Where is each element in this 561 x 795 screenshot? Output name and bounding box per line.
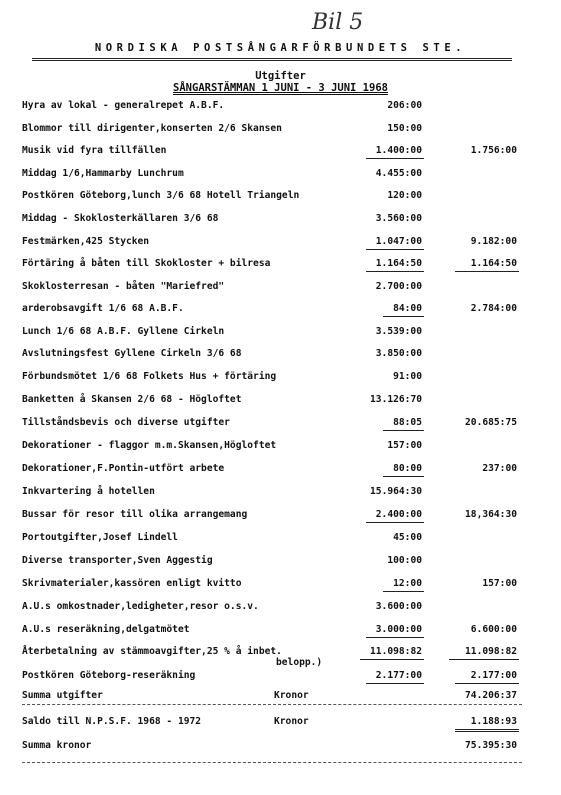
expense-subtotal: 1.164:50 [470,258,517,269]
expense-subtotal: 157:00 [482,578,517,589]
expense-description: Skoklosterresan - båten "Mariefred" [22,281,225,292]
expense-amount: 1.047:00 [375,236,422,247]
expense-amount: 3.850:00 [375,348,422,359]
expense-amount: 1.164:50 [375,258,422,269]
summary-row [0,716,561,734]
expense-row [0,394,561,412]
expense-description: Portoutgifter,Josef Lindell [22,532,178,543]
expense-amount: 150:00 [387,123,422,134]
expense-amount: 80:00 [393,463,422,474]
expense-description: Middag 1/6,Hammarby Lunchrum [22,168,184,179]
expense-row [0,601,561,619]
expense-subtotal: 18,364:30 [465,509,517,520]
expense-description: Förbundsmötet 1/6 68 Folkets Hus + förtäring [22,371,277,382]
expense-description: arderobsavgift 1/6 68 A.B.F. [22,303,184,314]
summary-amount: 74.206:37 [465,690,517,701]
expense-amount: 206:00 [387,100,422,111]
expense-row [0,509,561,527]
expense-row [0,463,561,481]
expense-row [0,646,561,668]
expense-row [0,303,561,321]
expense-amount: 4.455:00 [375,168,422,179]
expense-amount: 12:00 [393,578,422,589]
currency-label: Kronor [274,716,309,727]
summary-amount: 75.395:30 [465,740,517,751]
expense-row [0,100,561,118]
expense-description: Festmärken,425 Stycken [22,236,150,247]
expense-row [0,258,561,276]
expense-description: Hyra av lokal - generalrepet A.B.F. [22,100,225,111]
expense-subtotal: 9.182:00 [470,236,517,247]
event-title: SÅNGARSTÄMMAN 1 JUNI - 3 JUNI 1968 [173,82,388,94]
expense-row [0,145,561,163]
expense-description: Middag - Skoklosterkällaren 3/6 68 [22,213,219,224]
expense-description: A.U.s reseräkning,delgatmötet [22,624,190,635]
expense-amount: 1.400:00 [375,145,422,156]
summary-amount: 1.188:93 [470,716,517,727]
expense-subtotal: 2.177:00 [470,670,517,681]
expense-subtotal: 1.756:00 [470,145,517,156]
bottom-rule [22,762,522,763]
expense-amount: 3.539:00 [375,326,422,337]
expense-description: Återbetalning av stämmoavgifter,25 % å inbet. [22,646,282,657]
expense-amount: 84:00 [393,303,422,314]
expense-subtotal: 11.098:82 [465,646,517,657]
expense-row [0,326,561,344]
expense-description: Tillståndsbevis och diverse utgifter [22,417,230,428]
expense-amount: 45:00 [393,532,422,543]
expense-amount: 120:00 [387,190,422,201]
expense-row [0,348,561,366]
expense-subtotal: 6.600:00 [470,624,517,635]
expense-row [0,578,561,596]
summary-label: Summa kronor [22,740,92,751]
expense-amount: 157:00 [387,440,422,451]
expense-row [0,236,561,254]
expense-description: Förtäring å båten till Skokloster + bilresa [22,258,271,269]
expense-amount: 2.400:00 [375,509,422,520]
expense-row [0,281,561,299]
expense-description: Blommor till dirigenter,konserten 2/6 Skansen [22,123,282,134]
expense-row [0,417,561,435]
title-rule [32,58,512,61]
expense-amount: 2.177:00 [375,670,422,681]
expense-row [0,168,561,186]
expense-description: A.U.s omkostnader,ledigheter,resor o.s.v. [22,601,259,612]
expense-row [0,371,561,389]
expense-row [0,670,561,688]
summary-rule [22,704,522,705]
expense-description: Musik vid fyra tillfällen [22,145,167,156]
expense-description: Banketten å Skansen 2/6 68 - Högloftet [22,394,242,405]
document-subtitle: Utgifter [255,70,306,82]
expense-row [0,486,561,504]
expense-amount: 88:05 [393,417,422,428]
expense-row [0,555,561,573]
expense-description: Bussar för resor till olika arrangemang [22,509,248,520]
expense-description: Avslutningsfest Gyllene Cirkeln 3/6 68 [22,348,242,359]
expense-amount: 3.600:00 [375,601,422,612]
expense-row [0,624,561,642]
expense-row [0,213,561,231]
expense-description: Skrivmaterialer,kassören enligt kvitto [22,578,242,589]
expense-description: Inkvartering å hotellen [22,486,155,497]
expense-amount: 3.560:00 [375,213,422,224]
expense-row [0,440,561,458]
expense-amount: 100:00 [387,555,422,566]
expense-row [0,532,561,550]
expense-description: Diverse transporter,Sven Aggestig [22,555,213,566]
expense-amount: 11.098:82 [370,646,422,657]
expense-subtotal: 2.784:00 [470,303,517,314]
expense-description: Dekorationer,F.Pontin-utfört arbete [22,463,225,474]
expense-description: Dekorationer - flaggor m.m.Skansen,Högloftet [22,440,277,451]
expense-subtotal: 20.685:75 [465,417,517,428]
expense-amount: 13.126:70 [370,394,422,405]
currency-label: Kronor [274,690,309,701]
expense-amount: 91:00 [393,371,422,382]
summary-label: Saldo till N.P.S.F. 1968 - 1972 [22,716,202,727]
expense-description: Postkören Göteborg-reseräkning [22,670,196,681]
expense-row [0,123,561,141]
summary-row [0,740,561,758]
expense-subtotal: 237:00 [482,463,517,474]
expense-description-continuation: belopp.) [276,657,323,668]
expense-amount: 2.700:00 [375,281,422,292]
document-title: NORDISKA POSTSÅNGARFÖRBUNDETS STE. [94,42,467,54]
handwritten-mark: Bil 5 [312,10,364,35]
summary-label: Summa utgifter [22,690,103,701]
summary-row [0,690,561,708]
expense-amount: 15.964:30 [370,486,422,497]
expense-description: Postkören Göteborg,lunch 3/6 68 Hotell Triangeln [22,190,300,201]
expense-amount: 3.000:00 [375,624,422,635]
expense-description: Lunch 1/6 68 A.B.F. Gyllene Cirkeln [22,326,225,337]
expense-row [0,190,561,208]
